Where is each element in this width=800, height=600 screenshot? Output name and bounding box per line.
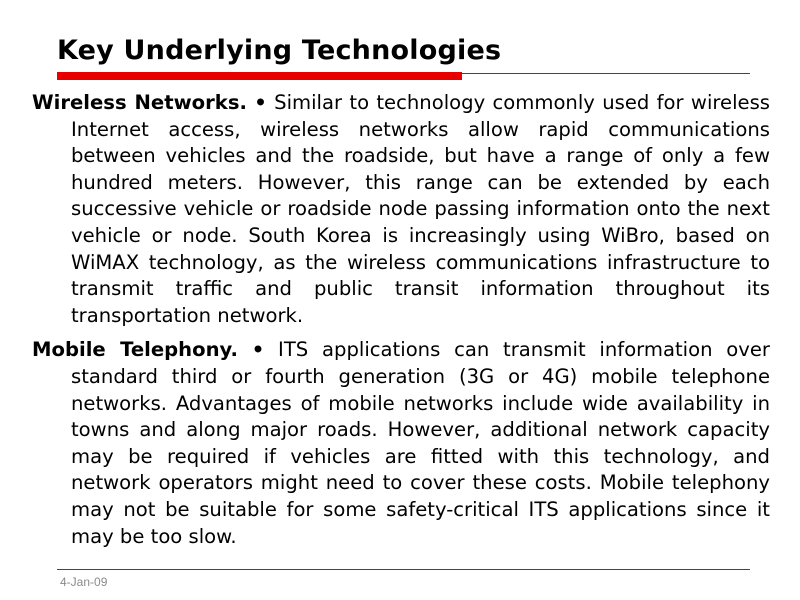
paragraph-wireless-networks xyxy=(32,90,770,329)
paragraph-text-wireless-networks: Similar to technology commonly used for wireless Internet access, wireless networks allow rapid communications between vehicles and the roadside, but have a range of only a few hundred meters. However, this range can be extended by each successive vehicle or roadside node passing information onto the next vehicle or node. South Korea is increasingly using WiBro, based on WiMAX technology, as the wireless communications infrastructure to transmit traffic and public transit information throughout its transportation network. xyxy=(71,91,770,327)
term-wireless-networks: Wireless Networks. xyxy=(32,91,247,114)
title-underline-thin xyxy=(462,73,750,74)
slide-title: Key Underlying Technologies xyxy=(57,35,502,66)
title-underline-thick xyxy=(57,72,462,80)
footer-rule xyxy=(57,569,750,570)
paragraph-mobile-telephony xyxy=(32,337,770,550)
bullet-glyph: • xyxy=(254,91,267,114)
slide-body xyxy=(32,90,770,558)
bullet-glyph: • xyxy=(251,338,265,362)
term-mobile-telephony: Mobile Telephony. xyxy=(32,338,238,362)
footer-date: 4-Jan-09 xyxy=(60,575,108,589)
paragraph-text-mobile-telephony: ITS applications can transmit information over standard third or fourth generation (3G or 4G) mobile telephone networks. Advantages of mobile networks include wide availability in towns and along major roads. However, additional network capacity may be required if vehicles are fitted with this technology, and network operators might need to cover these costs. Mobile telephony may not be suitable for some safety-critical ITS applications since it may be too slow. xyxy=(71,338,770,548)
